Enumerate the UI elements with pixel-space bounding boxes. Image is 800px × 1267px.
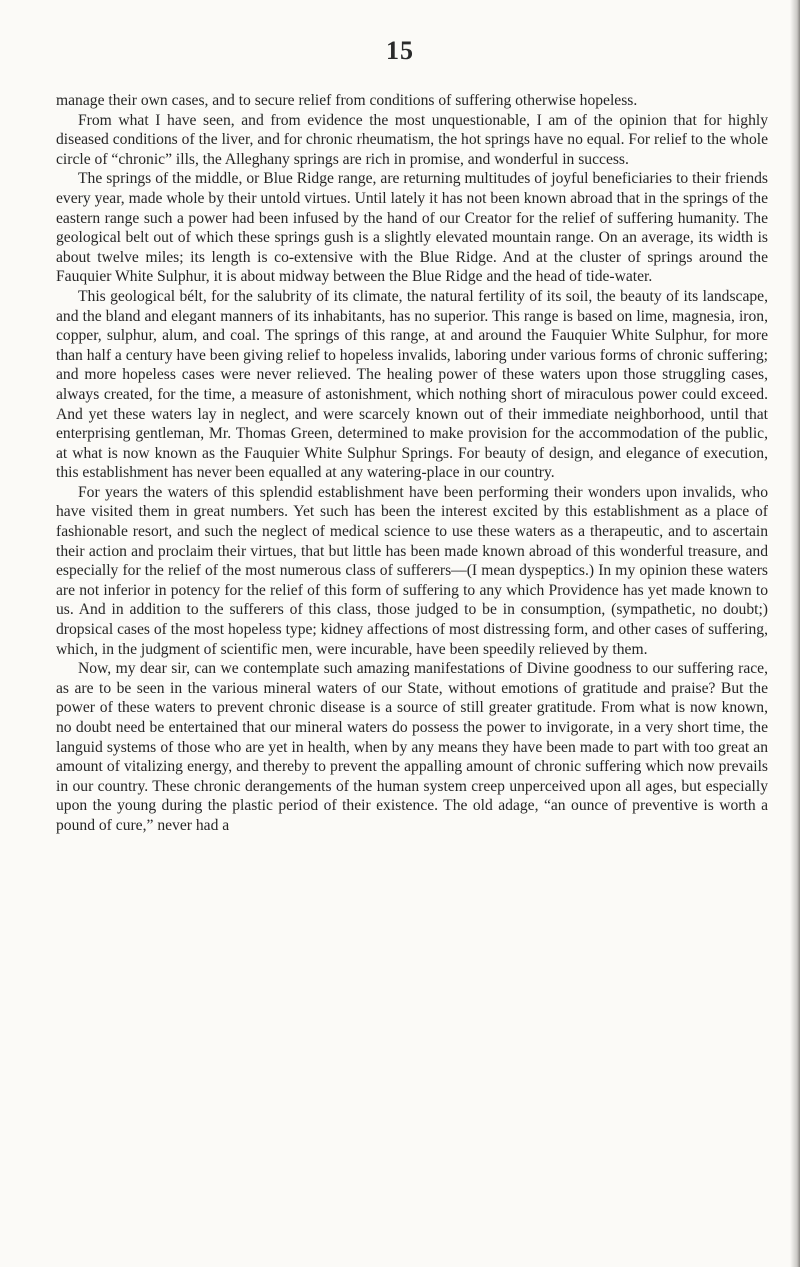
paragraph-4: This geological bélt, for the salubrity of its climate, the natural fertility of its soil, the beauty of its landscape, and the bland and elegant manners of its inhabitants, has no superior. This range is based on lime, magnesia, iron, copper, sulphur, alum, and coal. The springs of this range, at and around the Fauquier White Sulphur, for more than half a century have been giving relief to hopeless invalids, laboring under various forms of chronic suffering; and more hopeless cases were never relieved. The healing power of these waters upon those struggling cases, always created, for the time, a measure of astonishment, which nothing short of miraculous power could exceed. And yet these waters lay in neglect, and were scarcely known out of their immediate neighborhood, until that enterprising gentleman, Mr. Thomas Green, determined to make provision for the accommodation of the public, at what is now known as the Fauquier White Sulphur Springs. For beauty of design, and elegance of execution, this establishment has never been equalled at any watering-place in our country. <box>56 287 768 482</box>
paragraph-3: The springs of the middle, or Blue Ridge range, are returning multitudes of joyful beneficiaries to their friends every year, made whole by their untold virtues. Until lately it has not been known abroad that in the springs of the eastern range such a power had been infused by the hand of our Creator for the relief of suffering humanity. The geological belt out of which these springs gush is a slightly elevated mountain range. On an average, its width is about twelve miles; its length is co-extensive with the Blue Ridge. And at the cluster of springs around the Fauquier White Sulphur, it is about midway between the Blue Ridge and the head of tide-water. <box>56 170 768 286</box>
paragraph-6: Now, my dear sir, can we contemplate such amazing manifestations of Divine goodness to our suffering race, as are to be seen in the various mineral waters of our State, without emotions of gratitude and praise? But the power of these waters to prevent chronic disease is a source of still greater gratitude. From what is now known, no doubt need be entertained that our mineral waters do possess the power to invigorate, in a very short time, the languid systems of those who are yet in health, when by any means they have been made to part with too great an amount of vitalizing energy, and thereby to prevent the appalling amount of chronic suffering which now prevails in our country. These chronic derangements of the human system creep unperceived upon all ages, but especially upon the young during the plastic period of their existence. The old adage, “an ounce of preventive is worth a pound of cure,” never had a <box>56 660 768 834</box>
page-body-text <box>56 91 768 836</box>
page-edge-shadow <box>790 0 800 1267</box>
paragraph-1: manage their own cases, and to secure relief from conditions of suffering otherwise hopeless. <box>56 92 638 109</box>
paragraph-2: From what I have seen, and from evidence the most unquestionable, I am of the opinion that for highly diseased conditions of the liver, and for chronic rheumatism, the hot springs have no equal. For relief to the whole circle of “chronic” ills, the Alleghany springs are rich in promise, and wonderful in success. <box>56 111 768 168</box>
page-number: 15 <box>386 36 414 65</box>
paragraph-5: For years the waters of this splendid establishment have been performing their wonders upon invalids, who have visited them in great numbers. Yet such has been the interest excited by this establishment as a place of fashionable resort, and such the neglect of medical science to use these waters as a therapeutic, and to ascertain their action and proclaim their virtues, that but little has been made known abroad of this wonderful treasure, and especially for the relief of the most numerous class of sufferers—(I mean dyspeptics.) In my opinion these waters are not inferior in potency for the relief of this form of suffering to any which Providence has yet made known to us. And in addition to the sufferers of this class, those judged to be in consumption, (sympathetic, no doubt;) dropsical cases of the most hopeless type; kidney affections of most distressing form, and other cases of suffering, which, in the judgment of scientific men, were incurable, have been speedily relieved by them. <box>56 483 768 658</box>
